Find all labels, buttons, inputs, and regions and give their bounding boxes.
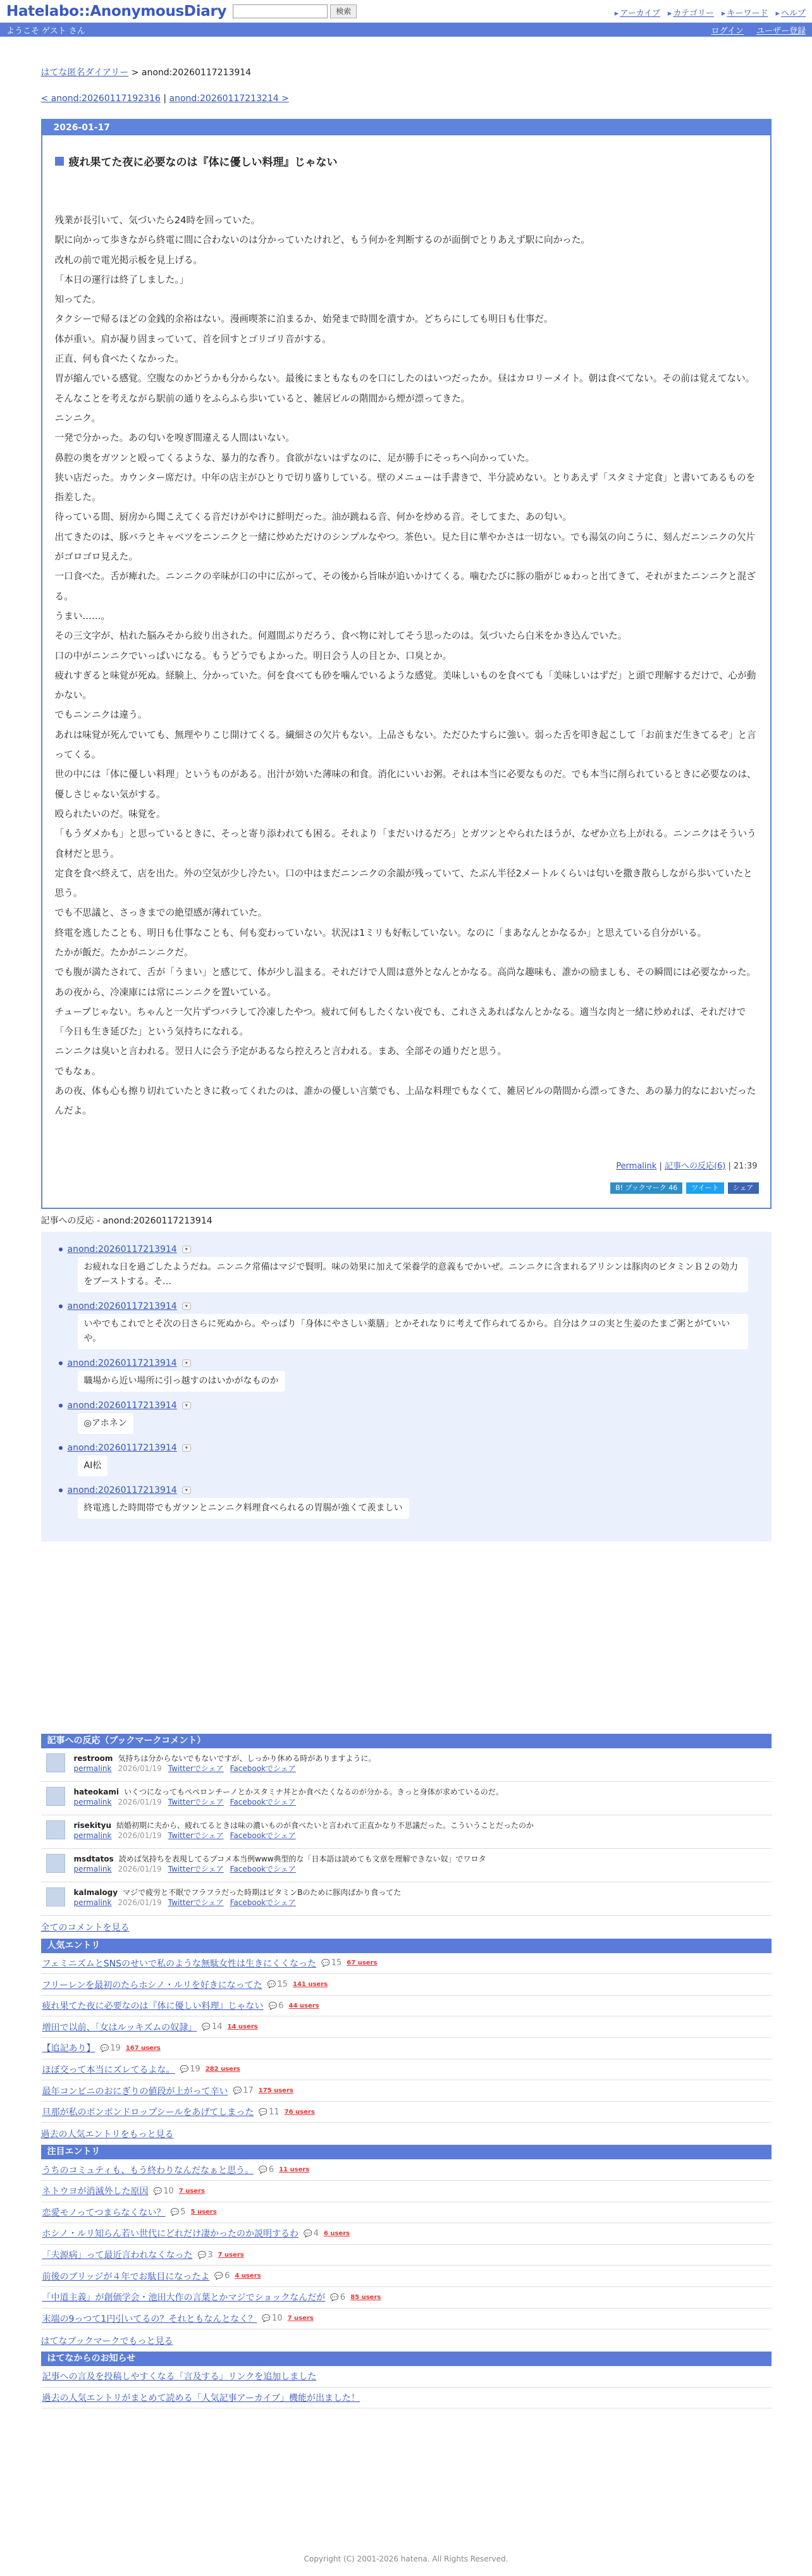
bookmark-users[interactable]: 76 users [284,2108,315,2116]
entry-row [41,2102,772,2123]
title-square-icon [55,157,64,166]
bookmark-permalink[interactable]: permalink [73,1898,112,1907]
response-badge-icon[interactable]: ▾ [182,1402,191,1409]
bookmark-content [74,1854,486,1878]
notice-list [41,2366,772,2408]
bookmark-users[interactable]: 67 users [347,1960,378,1967]
entry-link[interactable]: 増田で以前、「女はルッキズムの奴隷」 [42,2022,197,2033]
response-item [59,1244,756,1292]
response-text: ◎アホネン [78,1413,133,1434]
bookmark-permalink[interactable]: permalink [73,1763,112,1773]
entry-row [41,2159,772,2181]
nav-archive[interactable]: ▸ アーカイブ [615,6,660,18]
comment-count: 💬 4 [304,2229,319,2238]
user-bar [0,23,812,37]
entry-link[interactable]: フリーレンを最初のたらホシノ・ルリを好きになってた [42,1980,262,1990]
bookmark-date: 2026/01/19 [118,1898,162,1907]
bookmark-date: 2026/01/19 [118,1763,162,1773]
bookmark-user[interactable]: restroom [73,1753,113,1763]
entry-paragraph: 「もうダメかも」と思っているときに、そっと寄り添われても困る。それより「まだいけるだろ」とガツンとやられたほうが、なぜか立ち上がれる。ニンニクはそういう食材だと思う。 [54,828,756,859]
entry-paragraph: 終電を逃したことも、明日も仕事なことも、何も変わっていない。状況は1ミリも好転していない。なのに「まあなんとかなるか」と思えている自分がいる。 [54,927,707,938]
bookmark-line [74,1820,534,1831]
entry-paragraph: うまい……。 [54,610,111,622]
response-badge-icon[interactable]: ▾ [182,1303,191,1310]
twitter-share-link[interactable]: Twitterでシェア [168,1797,224,1806]
entry-paragraph: その三文字が、枯れた脳みそから絞り出された。何週間ぶりだろう、食べ物に対してそう思ったのは。気づいたら白米をかき込んでいた。 [54,630,627,642]
entry-paragraph: 残業が長引いて、気づいたら24時を回っていた。 [54,215,261,226]
entry-link[interactable]: 旦那が私のボンボンドロップシールをあげてしまった [42,2107,254,2118]
entry-row [41,1974,772,1996]
bookmark-comment: 読めば気持ちを表現してるプコメ本当例www典型的な「日本語は読めても文章を理解できない奴」でワロタ [118,1854,486,1863]
entry-link[interactable]: 恋愛モノってつまらなくない？ [42,2207,166,2218]
greeting: ようこそ ゲスト さん [6,26,85,36]
responses-list [41,1232,772,1542]
notice-link[interactable]: 過去の人気エントリがまとめて読める「人気記事アーカイブ」機能が出ました！ [42,2393,360,2404]
notice-row [41,2366,772,2388]
entry-paragraph: でも不思議と、さっきまでの絶望感が薄れていた。 [54,907,268,919]
comment-count: 💬 5 [171,2207,186,2217]
entry-paragraph: 待っている間、厨房から聞こえてくる音だけがやけに鮮明だった。油が跳ねる音、何かを炒める音。そしてまた、あの匂い。 [54,512,572,523]
nav-keyword[interactable]: ▸ キーワード [722,6,768,18]
bookmark-comment: いくつになってもペペロンチーノとかスタミナ丼とか食べたくなるのが分かる。きっと身体が求めているのだ。 [123,1787,503,1796]
entry-paragraph: 体が重い。肩が凝り固まっていて、首を回すとゴリゴリ音がする。 [54,333,331,345]
header-nav [615,6,806,18]
entry-link[interactable]: 末端の9っつて1円引いてるの？それともなんとなく？ [42,2314,257,2324]
entry-link[interactable]: 【追記あり】 [42,2044,95,2054]
comment-count: 💬 11 [259,2107,279,2117]
pager-separator: | [160,94,169,104]
entry-row [41,2223,772,2245]
bookmark-users[interactable]: 44 users [288,2002,319,2009]
facebook-share-link[interactable]: Facebookでシェア [230,1864,296,1874]
search-button[interactable]: 検索 [330,4,357,18]
bookmark-users[interactable]: 7 users [218,2251,244,2259]
bookmark-users[interactable]: 5 users [190,2209,217,2216]
entry-title-text: 疲れ果てた夜に必要なのは『体に優しい料理』じゃない [68,156,338,169]
noted-heading: 注目エントリ [41,2145,772,2159]
response-link[interactable]: anond:20260117213914 [67,1485,177,1495]
entry-link[interactable]: フェミニズムとSNSのせいで私のような無駄女性は生きにくくなった [42,1958,317,1969]
entry-row [41,2287,772,2309]
share-buttons [42,1182,759,1208]
response-badge-icon[interactable]: ▾ [182,1444,191,1452]
search-input[interactable] [233,4,328,18]
entry-paragraph: チューブじゃない。ちゃんと一欠片ずつバラして冷凍したやつ。疲れて何もしたくない夜でも、これさえあればなんとかなる。適当な肉と一緒に炒めれば、それだけで「今日も生き延びた」という気持ちになれる。 [54,1006,746,1038]
response-link[interactable]: anond:20260117213914 [67,1358,177,1368]
entry-link[interactable]: ホシノ・ルリ知らん若い世代にどれだけ凄かったのか説明するわ [42,2229,298,2240]
entry-time: | 21:39 [725,1161,758,1171]
entry-paragraph: ニンニク。 [54,412,101,424]
facebook-share-link[interactable]: Facebookでシェア [230,1898,296,1907]
entry-paragraph: 知ってた。 [54,294,101,305]
bookmark-permalink[interactable]: permalink [73,1797,112,1806]
comment-count: 💬 10 [154,2187,174,2196]
entry-pager [41,94,772,104]
response-text: AI松 [78,1456,108,1476]
responses-link[interactable]: 記事への反応(6) [664,1161,726,1171]
bookmark-users[interactable]: 141 users [293,1981,328,1989]
comment-count: 💬 3 [198,2250,213,2260]
response-link[interactable]: anond:20260117213914 [67,1400,177,1411]
bookmark-row [41,1748,772,1782]
entry-link[interactable]: ほぼ交って本当にズレてるよな。 [42,2064,175,2075]
entry-paragraph: 一口食べた。舌が痺れた。ニンニクの辛味が口の中に広がって、その後から旨味が追いかけてくる。噛むたびに豚の脂がじゅわっと出てきて、それがまたニンニクと混ざる。 [54,571,756,602]
site-logo[interactable]: Hatelabo::AnonymousDiary [6,3,227,20]
avatar[interactable] [46,1820,65,1839]
responses-heading: 記事への反応 - anond:20260117213914 [40,1215,212,1226]
register-link[interactable]: ユーザー登録 [756,26,806,36]
response-header [59,1443,756,1453]
entry-paragraph: 殴られたいのだ。味覚を。 [54,808,166,819]
bookmark-permalink[interactable]: permalink [73,1864,112,1874]
entry-row [41,2245,772,2266]
bookmark-content [74,1820,534,1844]
entry-paragraph: 出てきたのは、豚バラとキャベツをニンニクと一緒に炒めただけのシンプルなやつ。茶色い。見た目に華やかさは一切ない。でも湯気の向こうに、刻んだニンニクの欠片がゴロゴロ見えた。 [54,531,756,563]
bookmark-content [74,1753,376,1777]
comment-count: 💬 6 [269,2001,284,2011]
entry-paragraph: でも腹が満たされて、舌が「うまい」と感じて、体が少し温まる。それだけで人間は意外となんとかなる。高尚な趣味も、誰かの励ましも、その瞬間には必要なかった。 [54,967,756,978]
site-header [0,0,812,23]
bookmark-date: 2026/01/19 [118,1864,162,1874]
response-link[interactable]: anond:20260117213914 [67,1244,177,1254]
bookmark-row [41,1815,772,1849]
twitter-share-link[interactable]: Twitterでシェア [168,1864,224,1874]
entry-footer [42,1159,758,1171]
comment-count: 💬 19 [180,2064,200,2074]
response-text: 終電逃した時間帯でもガツンとニンニク料理食べられるの胃腸が強くて羨ましい [78,1498,409,1519]
entry-row [41,2038,772,2059]
entry-paragraph: 定食を食べ終えて、店を出た。外の空気が少し冷たい。口の中はまだニンニクの余韻が残っていて、たぶん半径2メートルくらいは匂いを撒き散らしながら歩いていたと思う。 [54,868,753,899]
entry-paragraph: 「本日の運行は終了しました。」 [54,274,189,285]
bookmark-row [41,1882,772,1916]
response-header [59,1358,756,1368]
tweet-button[interactable]: ツイート [686,1182,723,1194]
comment-count: 💬 15 [268,1980,288,1989]
bookmark-users[interactable]: 4 users [235,2272,261,2280]
response-badge-icon[interactable]: ▾ [182,1487,191,1494]
comment-count: 💬 6 [330,2293,345,2302]
noted-more-link[interactable]: はてなブックマークでもっと見る [40,2336,173,2346]
facebook-share-link[interactable]: Facebookでシェア [230,1831,296,1840]
entry-paragraph: タクシーで帰るほどの金銭的余裕はない。漫画喫茶に泊まるか、始発まで時間を潰すか。どちらにしても明日も仕事だ。 [54,314,553,325]
entry-row [41,1996,772,2017]
bookmark-date: 2026/01/19 [118,1831,162,1840]
bookmark-heading: 記事への反応（ブックマークコメント） [41,1734,772,1748]
entry-paragraph: 世の中には「体に優しい料理」というものがある。出汁が効いた薄味の和食。消化にいいお粥。それは本当に必要なものだ。でも本当に削られているときに必要なのは、優しさじゃない気がする。 [54,769,756,800]
bookmark-comment: 気持ちは分からないでもないですが、しっかり休める時がありますように。 [118,1753,376,1763]
bookmark-users[interactable]: 6 users [323,2229,350,2237]
entry-paragraph: 胃が縮んでいる感覚。空腹なのかどうかも分からない。最後にまともなものを口にしたのはいつだったか。昼はカロリーメイト。朝は食べてない。その前は覚えてない。 [54,373,755,384]
response-link[interactable]: anond:20260117213914 [67,1301,177,1311]
breadcrumb-current: > anond:20260117213914 [128,68,252,78]
copyright: Copyright (C) 2001-2026 hatena. All Rights Reserved. [304,2555,508,2563]
bookmark-line [74,1787,503,1797]
facebook-share-link[interactable]: Facebookでシェア [230,1763,296,1773]
avatar[interactable] [46,1753,65,1772]
bookmark-content [74,1887,402,1911]
entry-paragraph: あの夜、体も心も擦り切れていたときに救ってくれたのは、誰かの優しい言葉でも、上品な料理でもなくて、雑居ビルの階間から漂ってきた、あの暴力的なにおいだったんだよ。 [54,1086,756,1117]
permalink[interactable]: Permalink [616,1161,657,1171]
entry-link[interactable]: 「中道主義」が創価学会・池田大作の言葉とかマジでショックなんだが [42,2293,326,2303]
twitter-share-link[interactable]: Twitterでシェア [168,1763,224,1773]
entry-link[interactable]: うちのコミュティも、もう終わりなんだなぁと思う。 [42,2165,254,2176]
response-item [59,1485,756,1519]
prev-entry-link[interactable]: < anond:20260117192316 [40,94,161,104]
bookmark-row [41,1782,772,1815]
main-content [41,66,772,2408]
response-link[interactable]: anond:20260117213914 [67,1442,177,1453]
bookmark-users[interactable]: 14 users [227,2023,258,2031]
popular-heading: 人気エントリ [41,1939,772,1953]
bookmark-row [41,1849,772,1882]
entry-link[interactable]: 「夫源病」って最近言われなくなった [42,2250,193,2261]
comment-count: 💬 14 [202,2022,222,2032]
entry-paragraph: 鼻腔の奥をガツンと殴ってくるような、暴力的な香り。食欲がないはずなのに、足が勝手にそっちへ向かっていた。 [54,452,535,463]
bookmark-users[interactable]: 282 users [205,2066,240,2073]
entry-paragraph: でもなぁ。 [54,1065,101,1077]
comment-count: 💬 17 [233,2086,254,2095]
noted-list [41,2159,772,2329]
response-badge-icon[interactable]: ▾ [182,1246,191,1253]
notice-heading: はてなからのお知らせ [41,2352,772,2366]
entry-row [41,2016,772,2038]
bookmark-meta [74,1763,376,1774]
entry-body [55,211,759,1121]
entry-paragraph: 改札の前で電光掲示板を見上げる。 [54,254,203,266]
response-item [59,1443,756,1476]
bookmark-line [74,1854,486,1864]
entry-row [41,2059,772,2081]
bookmark-meta [74,1898,402,1908]
all-comments-link[interactable]: 全てのコメントを見る [40,1922,130,1933]
bookmark-content [74,1787,503,1811]
comment-count: 💬 15 [321,1958,341,1968]
response-header [59,1301,756,1311]
response-text: いやでもこれでとそ次の日さらに死ぬから。やっぱり「身体にやさしい薬膳」とかそれなりに考えて作られてるから。自分はクコの実と生姜のたまご粥とがていいや。 [78,1314,748,1349]
bookmark-user[interactable]: kalmalogy [73,1887,118,1897]
popular-more-link[interactable]: 過去の人気エントリをもっと見る [40,2129,174,2140]
entry-paragraph: たかが飯だ。たかがニンニクだ。 [54,947,194,958]
bookmark-users[interactable]: 7 users [178,2187,205,2195]
comment-count: 💬 6 [259,2165,274,2174]
entry-paragraph: そんなことを考えながら駅前の通りをふらふら歩いていると、雑居ビルの階間から煙が漂ってきた。 [54,393,471,404]
entry-paragraph: あの夜から、冷凍庫には常にニンニクを置いている。 [54,986,276,998]
bookmark-user[interactable]: hateokami [73,1787,119,1796]
avatar[interactable] [46,1787,65,1806]
response-item [59,1358,756,1392]
login-link[interactable]: ログイン [711,26,744,36]
entry-title[interactable] [55,153,770,169]
avatar[interactable] [46,1854,65,1873]
facebook-share-link[interactable]: Facebookでシェア [230,1797,296,1806]
avatar[interactable] [46,1887,65,1906]
bookmark-users[interactable]: 85 users [350,2293,381,2301]
bookmark-user[interactable]: risekityu [73,1820,112,1830]
hatena-bookmark-button[interactable]: B! ブックマーク 46 [610,1182,682,1194]
entry-row [41,2309,772,2330]
entry-row [41,2181,772,2202]
entry-paragraph: 正直、何も食べたくなかった。 [54,353,184,365]
entry-box [41,119,772,1209]
footer-sep: | [656,1161,665,1171]
breadcrumb [41,66,772,78]
response-header [59,1485,756,1495]
bookmark-comment: マジで疲労と不眠でフラフラだった時期はビタミンBのために豚肉ばかり食ってた [123,1887,402,1897]
entry-row [41,2080,772,2102]
bookmark-users[interactable]: 7 users [287,2315,314,2322]
response-header [59,1244,756,1254]
notice-row [41,2388,772,2409]
popular-list [41,1953,772,2123]
bookmark-line [74,1753,376,1763]
entry-paragraph: 一発で分かった。あの匂いを嗅ぎ間違える人間はいない。 [54,432,295,444]
comment-count: 💬 19 [101,2044,121,2053]
bookmark-users[interactable]: 167 users [125,2044,161,2052]
entry-link[interactable]: 前後のブリッジが４年でお駄目になったよ [42,2271,210,2282]
bookmark-meta [74,1831,534,1841]
bookmark-user[interactable]: msdtatos [73,1854,114,1863]
nav-help[interactable]: ▸ ヘルプ [775,6,806,18]
bookmark-section [41,1734,772,1934]
entry-link[interactable]: 疲れ果てた夜に必要なのは『体に優しい料理』じゃない [42,2001,264,2012]
twitter-share-link[interactable]: Twitterでシェア [168,1898,224,1907]
comment-count: 💬 10 [262,2314,282,2323]
bookmark-date: 2026/01/19 [118,1797,162,1806]
bookmark-comment: 結婚初期に夫から、疲れてるときは味の濃いものが食べたいと言われて正直かなり不思議だった。こういうことだったのか [116,1820,534,1830]
entry-paragraph: でもニンニクは違う。 [54,709,147,721]
entry-paragraph: 口の中がニンニクでいっぱいになる。もうどうでもよかった。明日会う人の目とか、口臭とか。 [54,650,452,661]
response-badge-icon[interactable]: ▾ [182,1359,191,1367]
next-entry-link[interactable]: anond:20260117213214 > [169,94,289,104]
entry-date: 2026-01-17 [42,120,770,135]
response-item [59,1301,756,1349]
response-text: 職場から近い場所に引っ越すのはいかがなものか [78,1371,285,1392]
entry-paragraph: 狭い店だった。カウンター席だけ。中年の店主がひとりで切り盛りしている。壁のメニューは手書きで、半分読めない。とりあえず「スタミナ定食」と書いてあるものを指差した。 [54,472,756,503]
bookmark-list [41,1748,772,1916]
entry-row [41,2266,772,2287]
response-header [59,1401,756,1411]
bookmark-users[interactable]: 175 users [258,2087,293,2095]
response-text: お疲れな日を過ごしたようだね。ニンニク常備はマジで賢明。味の効果に加えて栄養学的意義もでかいぜ。ニンニクに含まれるアリシンは豚肉のビタミンＢ２の効力をブーストする。そ… [78,1257,748,1292]
entry-paragraph: あれは味覚が死んでいても、無理やりこじ開けてくる。繊細さの欠片もない。上品さもない。ただひたすらに強い。弱った舌を叩き起こして「お前まだ生きてるぞ」と言ってくる。 [54,729,756,761]
entry-paragraph: 疲れすぎると味覚が死ぬ。経験上、分かっていた。何を食べても砂を噛んでいるような感覚。美味しいものを食べても「美味しいはずだ」と頭で理解するだけで、心が動かない。 [54,670,756,701]
facebook-share-button[interactable]: シェア [728,1182,759,1194]
comment-count: 💬 6 [214,2271,230,2281]
bookmark-line [74,1887,402,1898]
entry-paragraph: 駅に向かって歩きながら終電に間に合わないのは分かっていたけれど、もう何かを判断するのが面倒でとりあえず駅に向かった。 [54,235,590,246]
breadcrumb-home[interactable]: はてな匿名ダイアリー [40,68,129,78]
entry-link[interactable]: 最年コンビニのおにぎりの値段が上がって辛い [42,2086,228,2097]
nav-category[interactable]: ▸ カテゴリー [668,6,714,18]
entry-row [41,1953,772,1975]
response-item [59,1401,756,1434]
bookmark-meta [74,1864,486,1874]
bookmark-permalink[interactable]: permalink [73,1831,112,1840]
entry-link[interactable]: ネトウヨが消滅外した原因 [42,2187,149,2197]
twitter-share-link[interactable]: Twitterでシェア [168,1831,224,1840]
entry-row [41,2202,772,2224]
entry-paragraph: ニンニクは臭いと言われる。翌日人に会う予定があるなら控えろと言われる。まあ、全部その通りだと思う。 [54,1046,507,1057]
notice-link[interactable]: 記事への言及を投稿しやすくなる「言及する」リンクを追加しました [42,2372,317,2383]
bookmark-meta [74,1797,503,1807]
bookmark-users[interactable]: 11 users [279,2166,310,2174]
